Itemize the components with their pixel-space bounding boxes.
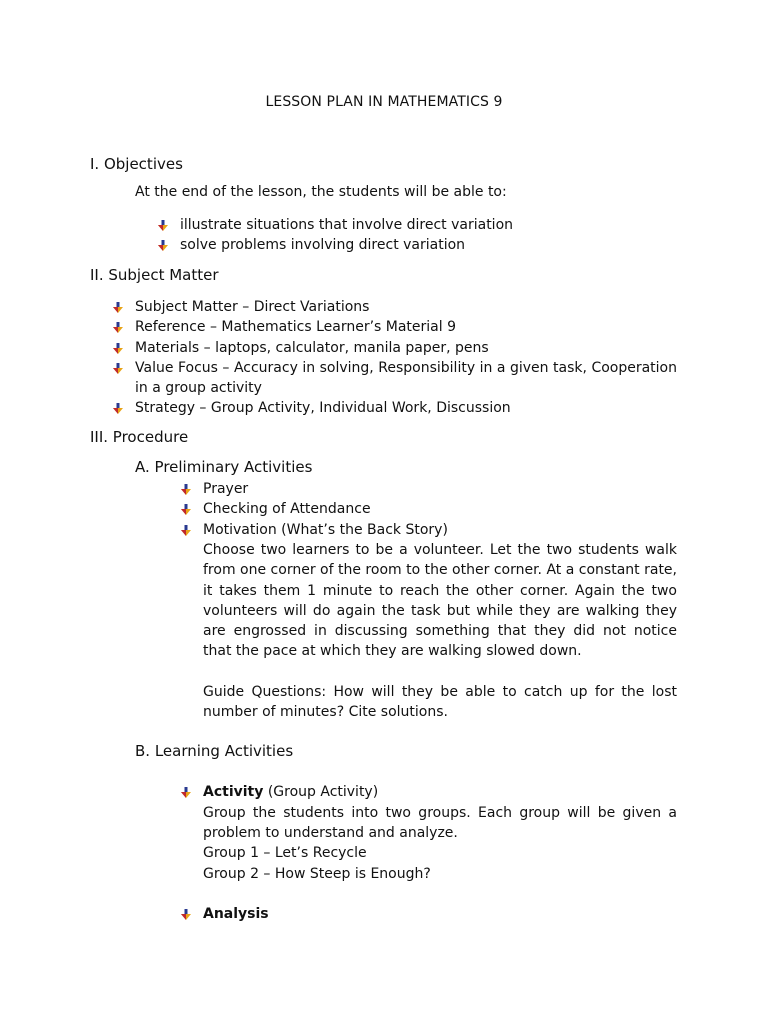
arrow-down-bullet-icon [112,302,124,314]
preliminary-activities-list [180,479,677,540]
list-item [180,782,677,802]
arrow-down-bullet-icon [112,363,124,375]
arrow-down-bullet-icon [180,504,192,516]
arrow-down-bullet-icon [180,787,192,799]
list-item [180,904,677,924]
group-2-label: Group 2 – How Steep is Enough? [203,866,431,882]
arrow-down-bullet-icon [112,403,124,415]
list-item: Materials – laptops, calculator, manila paper, pens [112,338,677,358]
arrow-down-bullet-icon [157,240,169,252]
arrow-down-bullet-icon [112,343,124,355]
learning-activities-heading: B. Learning Activities [135,742,294,760]
motivation-description: Choose two learners to be a volunteer. Let the two students walk from one corner of the room to the other corner. At a constant rate, it takes them 1 minute to reach the other corner. Again the two volunteers will do again the task but while they are walking they are engrossed in discussing something that they did not notice that the pace at which they are walking slowed down. [203,542,677,660]
activity-subtitle: (Group Activity) [263,784,379,800]
learning-activities-list [180,782,677,802]
list-item: illustrate situations that involve direct variation [157,215,513,235]
arrow-down-bullet-icon [180,525,192,537]
group-1-label: Group 1 – Let’s Recycle [203,845,367,861]
list-item: Prayer [180,479,677,499]
subject-matter-list [112,297,677,419]
list-item: Motivation (What’s the Back Story) [180,520,677,540]
arrow-down-bullet-icon [157,220,169,232]
analysis-title: Analysis [203,906,269,922]
analysis-list [180,904,677,924]
objectives-heading: I. Objectives [90,155,183,173]
list-item: Reference – Mathematics Learner’s Material 9 [112,317,677,337]
arrow-down-bullet-icon [112,322,124,334]
preliminary-activities-heading: A. Preliminary Activities [135,458,313,476]
document-title: LESSON PLAN IN MATHEMATICS 9 [265,94,503,110]
procedure-heading: III. Procedure [90,428,189,446]
arrow-down-bullet-icon [180,909,192,921]
activity-title: Activity [203,784,264,800]
guide-questions: Guide Questions: How will they be able to catch up for the lost number of minutes? Cite solutions. [203,684,677,721]
subject-matter-heading: II. Subject Matter [90,266,219,284]
list-item: Checking of Attendance [180,499,677,519]
list-item: Strategy – Group Activity, Individual Work, Discussion [112,398,677,418]
arrow-down-bullet-icon [180,484,192,496]
activity-description: Group the students into two groups. Each group will be given a problem to understand and analyze. [203,805,677,842]
list-item: solve problems involving direct variation [157,235,513,255]
objectives-intro: At the end of the lesson, the students will be able to: [135,184,507,200]
objectives-list [157,215,513,256]
list-item: Value Focus – Accuracy in solving, Responsibility in a given task, Cooperation in a group activity [112,358,677,399]
list-item: Subject Matter – Direct Variations [112,297,677,317]
